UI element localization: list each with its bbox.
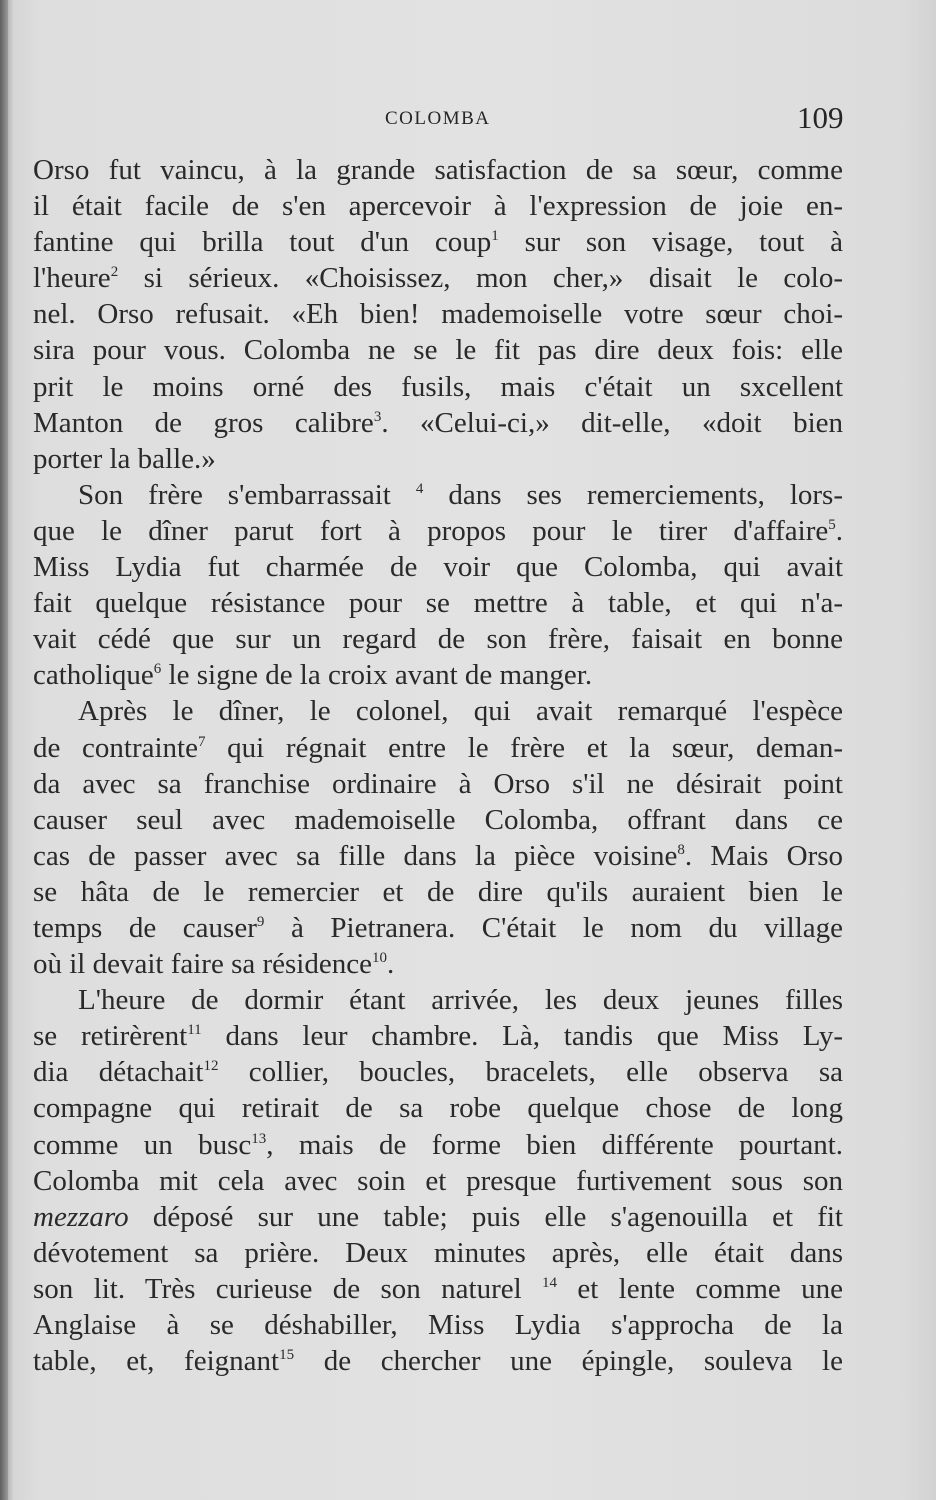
- text-line: [33, 1199, 843, 1235]
- line-text: où il devait faire sa résidence: [33, 948, 372, 981]
- line-text: Manton de gros calibre: [33, 406, 374, 439]
- line-text-continued: de chercher une épingle, souleva le: [294, 1345, 843, 1378]
- body-text: [33, 152, 843, 1379]
- line-text: cas de passer avec sa fille dans la pièce voisine: [33, 839, 678, 872]
- page-header: [0, 100, 936, 140]
- text-line: [33, 802, 843, 838]
- text-line: [33, 477, 843, 513]
- page-number: 109: [797, 100, 844, 135]
- line-text: prit le moins orné des fusils, mais c'était un sxcellent: [33, 370, 843, 403]
- line-text: temps de causer: [33, 911, 257, 944]
- line-text: Anglaise à se déshabiller, Miss Lydia s'approcha de la: [33, 1309, 843, 1341]
- line-text: L'heure de dormir étant arrivée, les deux jeunes filles: [78, 984, 843, 1017]
- line-text: compagne qui retirait de sa robe quelque chose de long: [33, 1092, 843, 1125]
- line-text-continued: . «Celui-ci,» dit-elle, «doit bien: [381, 406, 843, 439]
- line-text: porter la balle.»: [33, 442, 216, 475]
- footnote-marker: 1: [491, 228, 499, 245]
- footnote-marker: 2: [110, 264, 119, 281]
- line-text: que le dîner parut fort à propos pour le tirer d'affaire: [33, 514, 829, 547]
- line-text: causer seul avec mademoiselle Colomba, offrant dans ce: [33, 803, 843, 836]
- text-line: [33, 874, 843, 910]
- line-text-continued: , mais de forme bien différente pourtant.: [266, 1128, 844, 1161]
- text-line: [33, 224, 843, 260]
- text-line: [33, 657, 843, 693]
- line-text: Son frère s'embarrassait: [78, 478, 416, 511]
- paragraph: [33, 982, 843, 1379]
- line-text: se hâta de le remercier et de dire qu'ils auraient bien le: [33, 875, 843, 908]
- paragraph: [33, 693, 843, 982]
- footnote-marker: 13: [251, 1130, 267, 1147]
- line-text-continued: .: [386, 948, 395, 981]
- text-line: [33, 188, 843, 224]
- line-text: déposé sur une table; puis elle s'agenouilla et fit: [128, 1200, 843, 1233]
- text-line: [33, 946, 843, 982]
- text-line: [33, 766, 843, 802]
- text-line: [33, 982, 843, 1018]
- footnote-marker: 10: [371, 950, 387, 967]
- footnote-marker: 6: [153, 661, 162, 678]
- text-line: [33, 296, 843, 332]
- text-line: [33, 405, 843, 441]
- footnote-marker: 11: [187, 1022, 202, 1039]
- line-text: il était facile de s'en apercevoir à l'expression de joie en-: [33, 190, 843, 223]
- line-text: vait cédé que sur un regard de son frère, faisait en bonne: [33, 623, 843, 656]
- line-text: dia détachait: [33, 1056, 204, 1089]
- italic-word: mezzaro: [33, 1200, 129, 1233]
- text-line: [33, 152, 843, 188]
- line-text: Orso fut vaincu, à la grande satisfaction de sa sœur, comme: [33, 154, 843, 186]
- footnote-marker: 5: [828, 516, 836, 533]
- line-text-continued: le signe de la croix avant de manger.: [161, 659, 593, 692]
- footnote-marker: 3: [373, 408, 382, 425]
- line-text: sira pour vous. Colomba ne se le fit pas dire deux fois: elle: [33, 334, 843, 367]
- line-text: catholique: [33, 659, 154, 692]
- text-line: [33, 1054, 843, 1090]
- text-line: [33, 1235, 843, 1271]
- paragraph: [33, 477, 843, 694]
- text-line: [33, 441, 843, 477]
- text-line: [33, 513, 843, 549]
- line-text: dévotement sa prière. Deux minutes après, elle était dans: [33, 1236, 843, 1269]
- text-line: [33, 730, 843, 766]
- line-text: son lit. Très curieuse de son naturel: [33, 1272, 543, 1305]
- line-text-continued: dans leur chambre. Là, tandis que Miss Ly-: [201, 1020, 843, 1053]
- text-line: [33, 585, 843, 621]
- footnote-marker: 9: [256, 913, 265, 930]
- line-text: se retirèrent: [33, 1020, 188, 1053]
- line-text-continued: sur son visage, tout à: [498, 226, 843, 259]
- text-line: [33, 1090, 843, 1126]
- line-text-continued: . Mais Orso: [684, 839, 844, 872]
- line-text-continued: qui régnait entre le frère et la sœur, deman-: [205, 731, 843, 764]
- text-line: [33, 369, 843, 405]
- text-line: [33, 1271, 843, 1307]
- text-line: [33, 1343, 843, 1379]
- line-text: table, et, feignant: [33, 1345, 280, 1378]
- text-line: [33, 1163, 843, 1199]
- line-text: Après le dîner, le colonel, qui avait remarqué l'espèce: [78, 695, 843, 728]
- page-spine-edge: [0, 0, 8, 1500]
- text-line: [33, 838, 843, 874]
- line-text: Colomba mit cela avec soin et presque furtivement sous son: [33, 1164, 843, 1197]
- line-text: nel. Orso refusait. «Eh bien! mademoiselle votre sœur choi-: [33, 298, 843, 331]
- text-line: [33, 260, 843, 296]
- line-text-continued: à Pietranera. C'était le nom du village: [264, 911, 843, 944]
- line-text: fantine qui brilla tout d'un coup: [33, 226, 492, 259]
- footnote-marker: 12: [203, 1058, 219, 1075]
- line-text-continued: collier, boucles, bracelets, elle observa sa: [218, 1056, 843, 1089]
- text-line: [33, 549, 843, 585]
- footnote-marker: 8: [677, 841, 685, 858]
- line-text-continued: dans ses remerciements, lors-: [423, 478, 843, 511]
- text-line: [33, 910, 843, 946]
- footnote-marker: 15: [279, 1347, 295, 1364]
- running-title: COLOMBA: [385, 108, 491, 129]
- line-text: de contrainte: [33, 731, 198, 764]
- text-line: [33, 1018, 843, 1054]
- footnote-marker: 14: [542, 1274, 558, 1291]
- text-line: [33, 693, 843, 729]
- line-text-continued: si sérieux. «Choisissez, mon cher,» disait le colo-: [118, 262, 843, 295]
- text-line: [33, 332, 843, 368]
- line-text: Miss Lydia fut charmée de voir que Colomba, qui avait: [33, 551, 843, 584]
- paragraph: [33, 152, 843, 477]
- line-text: comme un busc: [33, 1128, 252, 1161]
- line-text: l'heure: [33, 262, 111, 295]
- footnote-marker: 7: [198, 733, 206, 750]
- line-text: fait quelque résistance pour se mettre à table, et qui n'a-: [33, 587, 843, 620]
- line-text: da avec sa franchise ordinaire à Orso s'il ne désirait point: [33, 767, 843, 800]
- text-line: [33, 1127, 843, 1163]
- text-line: [33, 621, 843, 657]
- line-text-continued: et lente comme une: [557, 1272, 844, 1305]
- footnote-marker: 4: [415, 480, 424, 497]
- text-line: [33, 1307, 843, 1343]
- line-text-continued: .: [835, 514, 843, 547]
